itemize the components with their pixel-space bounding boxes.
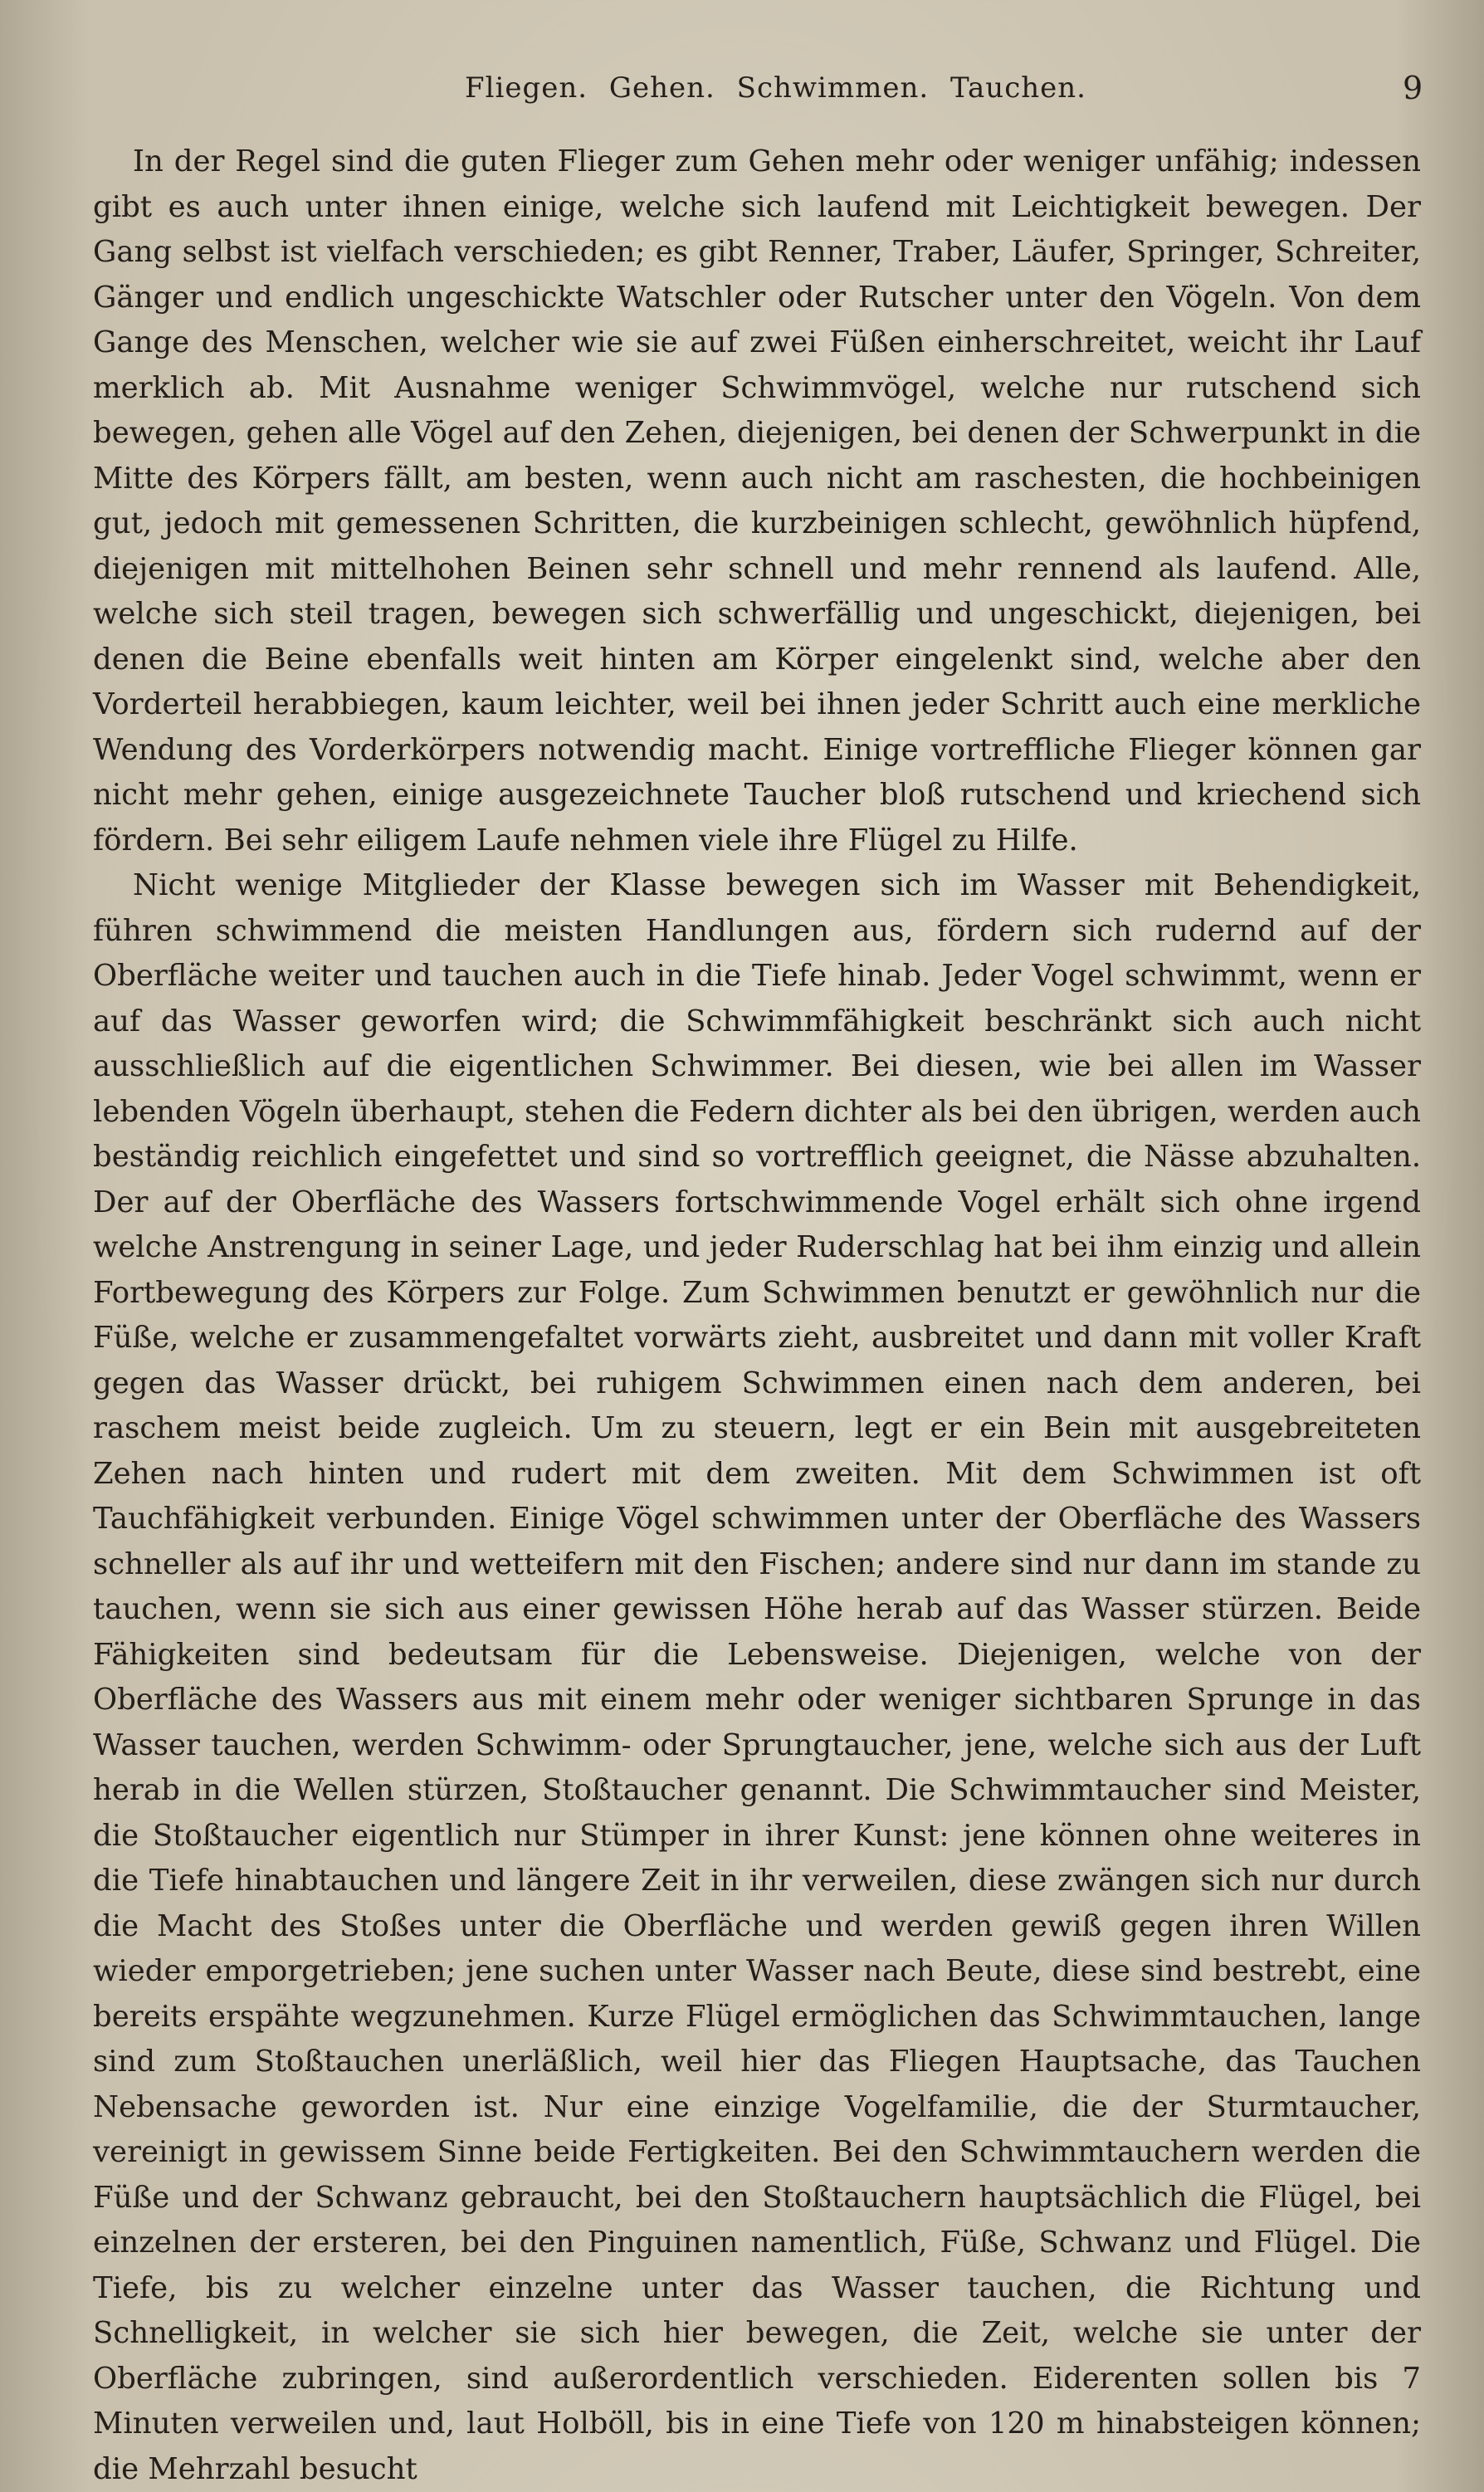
paragraph: In der Regel sind die guten Flieger zum Gehen mehr oder weniger unfähig; indessen gibt es auch unter ihnen einige, welche sich laufend mit Leichtigkeit bewegen. Der Gang selbst ist vielfach verschieden; es gibt Renner, Traber, Läufer, Springer, Schreiter, Gänger und endlich ungeschickte Watschler oder Rutscher unter den Vögeln. Von dem Gange des Menschen, welcher wie sie auf zwei Füßen einherschreitet, weicht ihr Lauf merklich ab. Mit Ausnahme weniger Schwimmvögel, welche nur rutschend sich bewegen, gehen alle Vögel auf den Zehen, diejenigen, bei denen der Schwerpunkt in die Mitte des Körpers fällt, am besten, wenn auch nicht am raschesten, die hochbeinigen gut, jedoch mit gemessenen Schritten, die kurzbeinigen schlecht, gewöhnlich hüpfend, diejenigen mit mittelhohen Beinen sehr schnell und mehr rennend als laufend. Alle, welche sich steil tragen, bewegen sich schwerfällig und ungeschickt, diejenigen, bei denen die Beine ebenfalls weit hinten am Körper eingelenkt sind, welche aber den Vorderteil herabbiegen, kaum leichter, weil bei ihnen jeder Schritt auch eine merkliche Wendung des Vorderkörpers notwendig macht. Einige vortreffliche Flieger können gar nicht mehr gehen, einige ausgezeichnete Taucher bloß rutschend und kriechend sich fördern. Bei sehr eiligem Laufe nehmen viele ihre Flügel zu Hilfe. [93,144,1421,858]
running-title: Fliegen. Gehen. Schwimmen. Tauchen. [465,71,1086,105]
body-text [93,139,1421,2492]
page-number: 9 [1403,70,1423,106]
running-head [0,71,1484,121]
paragraph: Nicht wenige Mitglieder der Klasse bewegen sich im Wasser mit Behendigkeit, führen schwimmend die meisten Handlungen aus, fördern sich rudernd auf der Oberfläche weiter und tauchen auch in die Tiefe hinab. Jeder Vogel schwimmt, wenn er auf das Wasser geworfen wird; die Schwimmfähigkeit beschränkt sich auch nicht ausschließlich auf die eigentlichen Schwimmer. Bei diesen, wie bei allen im Wasser lebenden Vögeln überhaupt, stehen die Federn dichter als bei den übrigen, werden auch beständig reichlich eingefettet und sind so vortrefflich geeignet, die Nässe abzuhalten. Der auf der Oberfläche des Wassers fortschwimmende Vogel erhält sich ohne irgend welche Anstrengung in seiner Lage, und jeder Ruderschlag hat bei ihm einzig und allein Fortbewegung des Körpers zur Folge. Zum Schwimmen benutzt er gewöhnlich nur die Füße, welche er zusammengefaltet vorwärts zieht, ausbreitet und dann mit voller Kraft gegen das Wasser drückt, bei ruhigem Schwimmen einen nach dem anderen, bei raschem meist beide zugleich. Um zu steuern, legt er ein Bein mit ausgebreiteten Zehen nach hinten und rudert mit dem zweiten. Mit dem Schwimmen ist oft Tauchfähigkeit verbunden. Einige Vögel schwimmen unter der Oberfläche des Wassers schneller als auf ihr und wetteifern mit den Fischen; andere sind nur dann im stande zu tauchen, wenn sie sich aus einer gewissen Höhe herab auf das Wasser stürzen. Beide Fähigkeiten sind bedeutsam für die Lebensweise. Diejenigen, welche von der Oberfläche des Wassers aus mit einem mehr oder weniger sichtbaren Sprunge in das Wasser tauchen, werden Schwimm- oder Sprungtaucher, jene, welche sich aus der Luft herab in die Wellen stürzen, Stoßtaucher genannt. Die Schwimmtaucher sind Meister, die Stoßtaucher eigentlich nur Stümper in ihrer Kunst: jene können ohne weiteres in die Tiefe hinabtauchen und längere Zeit in ihr verweilen, diese zwängen sich nur durch die Macht des Stoßes unter die Oberfläche und werden gewiß gegen ihren Willen wieder emporgetrieben; jene suchen unter Wasser nach Beute, diese sind bestrebt, eine bereits erspähte wegzunehmen. Kurze Flügel ermöglichen das Schwimmtauchen, lange sind zum Stoßtauchen unerläßlich, weil hier das Fliegen Hauptsache, das Tauchen Nebensache geworden ist. Nur eine einzige Vogelfamilie, die der Sturmtaucher, vereinigt in gewissem Sinne beide Fertigkeiten. Bei den Schwimmtauchern werden die Füße und der Schwanz gebraucht, bei den Stoßtauchern hauptsächlich die Flügel, bei einzelnen der ersteren, bei den Pinguinen namentlich, Füße, Schwanz und Flügel. Die Tiefe, bis zu welcher einzelne unter das Wasser tauchen, die Richtung und Schnelligkeit, in welcher sie sich hier bewegen, die Zeit, welche sie unter der Oberfläche zubringen, sind außerordentlich verschieden. Eiderenten sollen bis 7 Minuten verweilen und, laut Holböll, bis in eine Tiefe von 120 m hinabsteigen können; die Mehrzahl besucht [93,868,1421,2486]
